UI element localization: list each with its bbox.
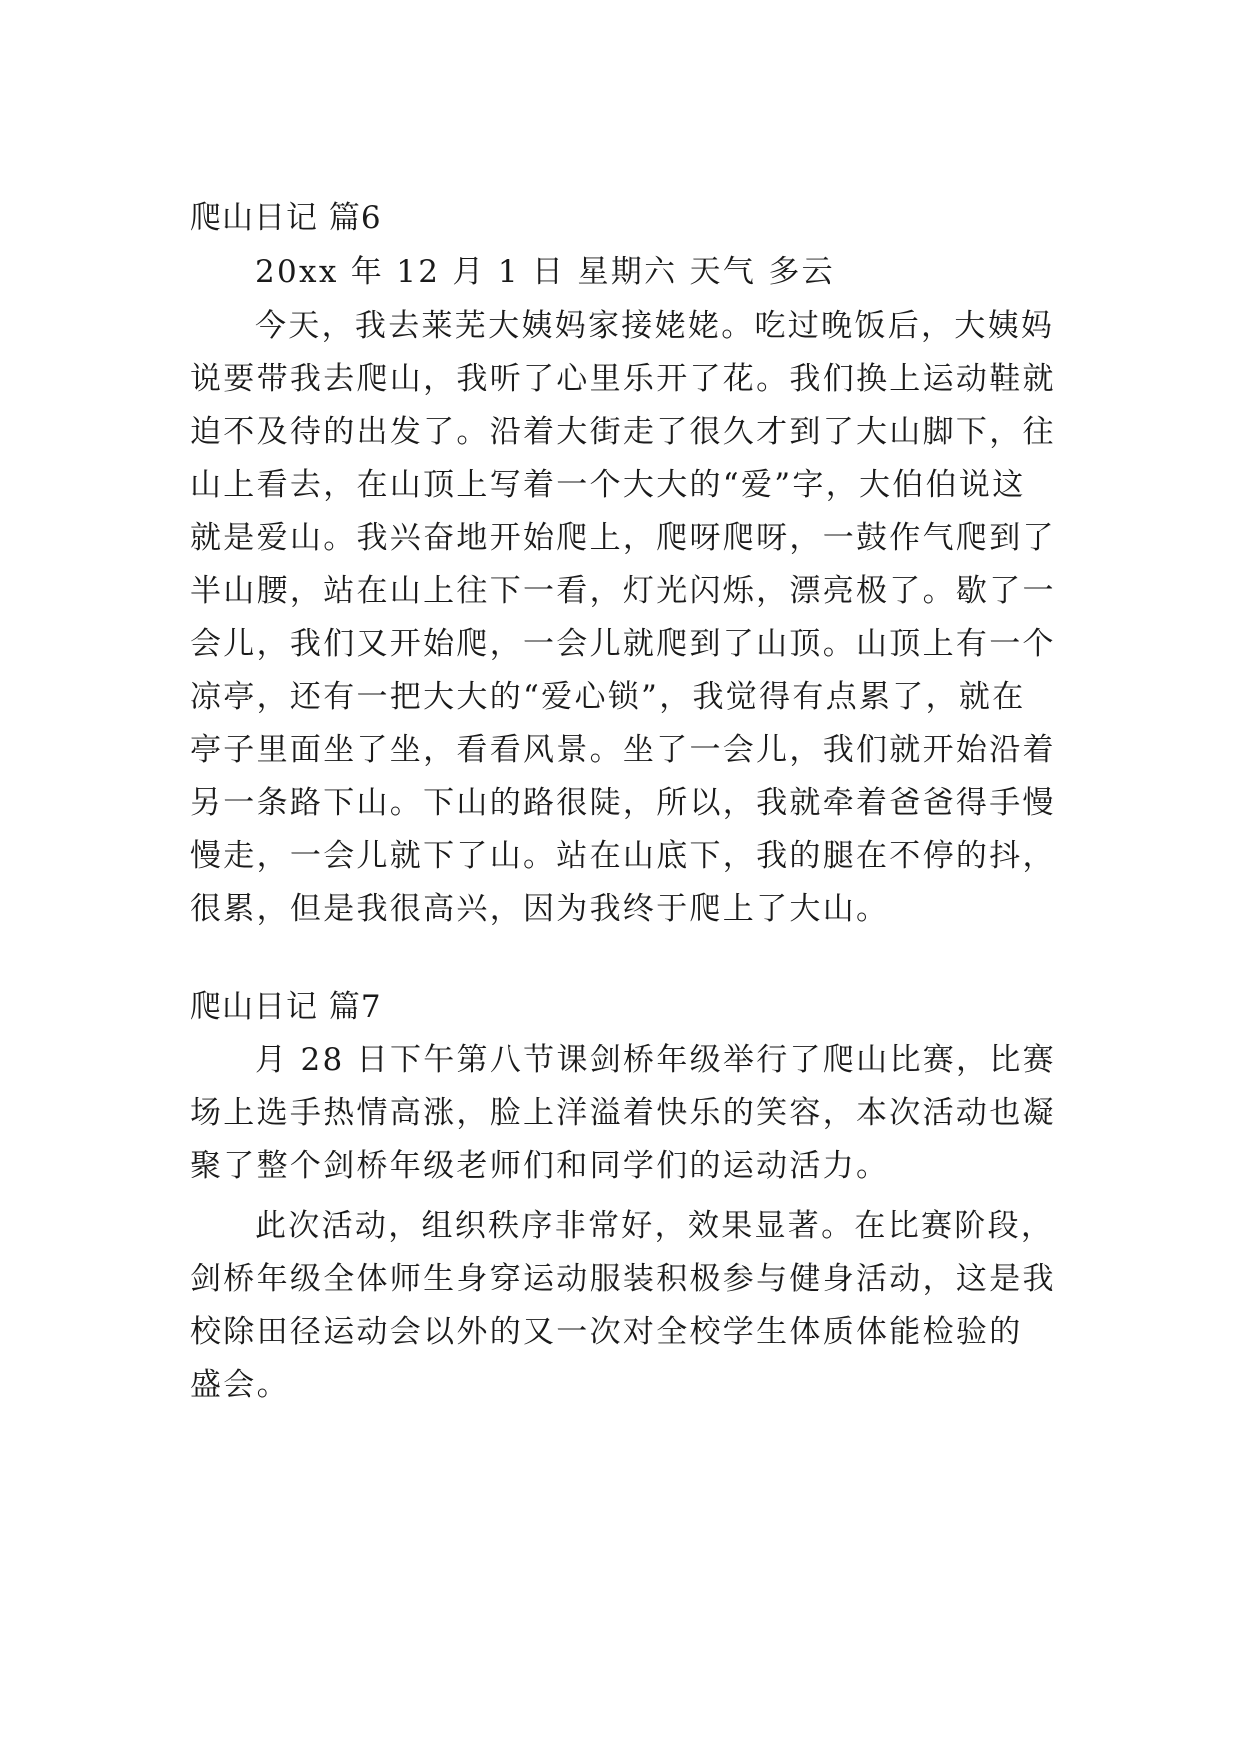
paragraph-line: 会儿，我们又开始爬，一会儿就爬到了山顶。山顶上有一个 xyxy=(190,626,1056,662)
paragraph-line: 就是爱山。我兴奋地开始爬上，爬呀爬呀，一鼓作气爬到了 xyxy=(190,520,1056,556)
paragraph-line: 剑桥年级全体师生身穿运动服装积极参与健身活动，这是我 xyxy=(190,1261,1056,1297)
paragraph-line: 月 28 日下午第八节课剑桥年级举行了爬山比赛，比赛 xyxy=(255,1042,1056,1078)
diary-date-line: 20xx 年 12 月 1 日 星期六 天气 多云 xyxy=(255,254,835,290)
paragraph-line: 聚了整个剑桥年级老师们和同学们的运动活力。 xyxy=(190,1148,890,1184)
paragraph-line: 场上选手热情高涨，脸上洋溢着快乐的笑容，本次活动也凝 xyxy=(190,1095,1056,1131)
section-title: 爬山日记 篇7 xyxy=(190,989,382,1025)
paragraph-line: 亭子里面坐了坐，看看风景。坐了一会儿，我们就开始沿着 xyxy=(190,732,1056,768)
paragraph-line: 很累，但是我很高兴，因为我终于爬上了大山。 xyxy=(190,891,890,927)
paragraph-line: 说要带我去爬山，我听了心里乐开了花。我们换上运动鞋就 xyxy=(190,361,1056,397)
paragraph-line: 盛会。 xyxy=(190,1367,290,1403)
section-title: 爬山日记 篇6 xyxy=(190,200,382,236)
paragraph-line: 另一条路下山。下山的路很陡，所以，我就牵着爸爸得手慢 xyxy=(190,785,1056,821)
paragraph-line: 山上看去，在山顶上写着一个大大的“爱”字，大伯伯说这 xyxy=(190,467,1026,503)
paragraph-line: 慢走，一会儿就下了山。站在山底下，我的腿在不停的抖， xyxy=(190,838,1056,874)
paragraph-line: 今天，我去莱芜大姨妈家接姥姥。吃过晚饭后，大姨妈 xyxy=(255,308,1055,344)
paragraph-line: 迫不及待的出发了。沿着大街走了很久才到了大山脚下，往 xyxy=(190,414,1056,450)
paragraph-line: 凉亭，还有一把大大的“爱心锁”，我觉得有点累了，就在 xyxy=(190,679,1026,715)
paragraph-line: 半山腰，站在山上往下一看，灯光闪烁，漂亮极了。歇了一 xyxy=(190,573,1056,609)
paragraph-line: 校除田径运动会以外的又一次对全校学生体质体能检验的 xyxy=(190,1314,1023,1350)
paragraph-line: 此次活动，组织秩序非常好，效果显著。在比赛阶段， xyxy=(255,1208,1055,1244)
